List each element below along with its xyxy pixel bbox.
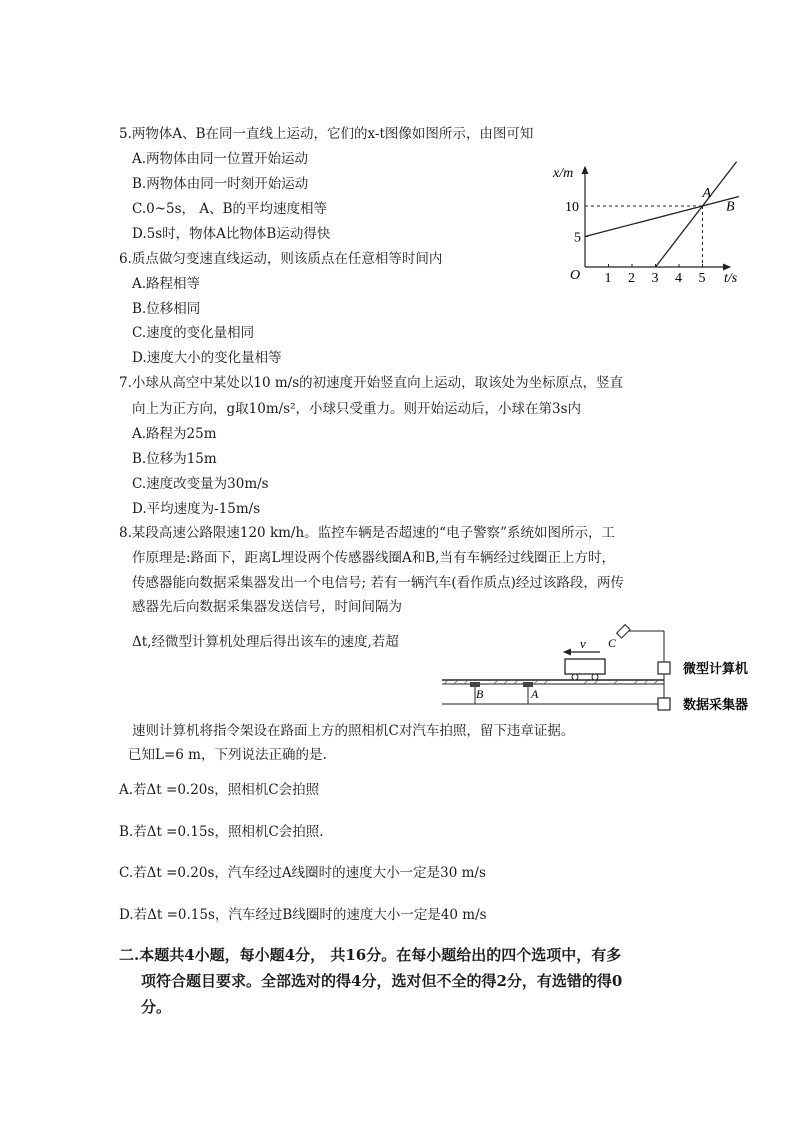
q8-stem-line7: 已知L=6 m，下列说法正确的是. [128,747,327,763]
q8-option-b: B.若Δt =0.15s，照相机C会拍照. [119,824,324,840]
line-b-label: B [726,199,735,215]
line-a-label: A [702,185,712,201]
q5-option-c: C.0~5s， A、B的平均速度相等 [132,201,328,217]
q8-option-a: A.若Δt =0.20s，照相机C会拍照 [119,782,320,798]
computer-box [658,662,670,674]
section2-line1: 二.本题共4小题，每小题4分， 共16分。在每小题给出的四个选项中，有多 [119,946,622,964]
q8-stem-line1: 8.某段高速公路限速120 km/h。监控车辆是否超速的“电子警察”系统如图所示，工 [119,525,615,541]
x-axis-label: t/s [724,271,738,286]
q6-stem: 6.质点做匀变速直线运动，则该质点在任意相等时间内 [119,251,443,267]
q6-option-a: A.路程相等 [132,276,201,292]
q5-option-a: A.两物体由同一位置开始运动 [132,151,309,167]
x-tick-label: 1 [604,271,612,286]
series-line-b [585,197,739,237]
section2-line2: 项符合题目要求。全部选对的得4分，选对但不全的得2分，有选错的得0 [141,972,623,990]
car-body [565,659,605,674]
x-tick-label: 3 [651,271,659,286]
q8-stem-line6: 速则计算机将指令架设在路面上方的照相机C对汽车拍照，留下违章证据。 [132,723,575,739]
q8-stem-line3: 传感器能向数据采集器发出一个电信号; 若有一辆汽车(看作质点)经过该路段，两传 [132,575,624,591]
q7-option-c: C.速度改变量为30m/s [132,476,269,492]
q8-option-d: D.若Δt =0.15s，汽车经过B线圈时的速度大小一定是40 m/s [119,907,487,923]
coil-a-label: A [531,687,539,701]
camera-label: C [608,636,617,650]
car-wheel-front [592,674,598,680]
q8-option-c: C.若Δt =0.20s，汽车经过A线圈时的速度大小一定是30 m/s [119,865,486,881]
q8-stem-line2: 作原理是:路面下，距离L埋设两个传感器线圈A和B,当有车辆经过线圈正上方时， [132,550,615,566]
q6-option-b: B.位移相同 [132,301,201,317]
sensor-figure [438,622,768,717]
collector-box [658,698,670,710]
x-tick-label: 4 [675,271,682,286]
collector-label: 数据采集器 [683,697,749,712]
q7-stem-line2: 向上为正方向，g取10m/s²，小球只受重力。则开始运动后，小球在第3s内 [132,401,582,417]
xt-graph [550,155,750,290]
computer-label: 微型计算机 [683,661,749,676]
y-tick-label: 10 [565,200,579,215]
q5-stem: 5.两物体A、B在同一直线上运动，它们的x-t图像如图所示，由图可知 [119,126,534,142]
q7-option-b: B.位移为15m [132,451,217,467]
q7-stem-line1: 7.小球从高空中某处以10 m/s的初速度开始竖直向上运动，取该处为坐标原点，竖直 [119,375,624,391]
q5-option-d: D.5s时，物体A比物体B运动得快 [132,226,331,242]
q7-option-d: D.平均速度为-15m/s [132,501,261,517]
velocity-label: v [580,636,586,651]
section2-line3: 分。 [141,998,172,1016]
coil-b-label: B [476,687,484,701]
q7-option-a: A.路程为25m [132,426,217,442]
q6-option-d: D.速度大小的变化量相等 [132,350,282,366]
q8-stem-line5: Δt,经微型计算机处理后得出该车的速度,若超 [132,634,399,650]
y-tick-label: 5 [574,230,581,246]
y-axis-label: x/m [553,166,574,181]
q6-option-c: C.速度的变化量相同 [132,325,255,341]
car-wheel-rear [572,674,578,680]
origin-label: O [570,268,581,283]
q8-stem-line4: 感器先后向数据采集器发送信号，时间间隔为 [132,599,402,615]
x-tick-label: 5 [698,271,706,286]
q5-option-b: B.两物体由同一时刻开始运动 [132,176,309,192]
camera-c [617,625,630,638]
x-tick-label: 2 [628,271,635,286]
